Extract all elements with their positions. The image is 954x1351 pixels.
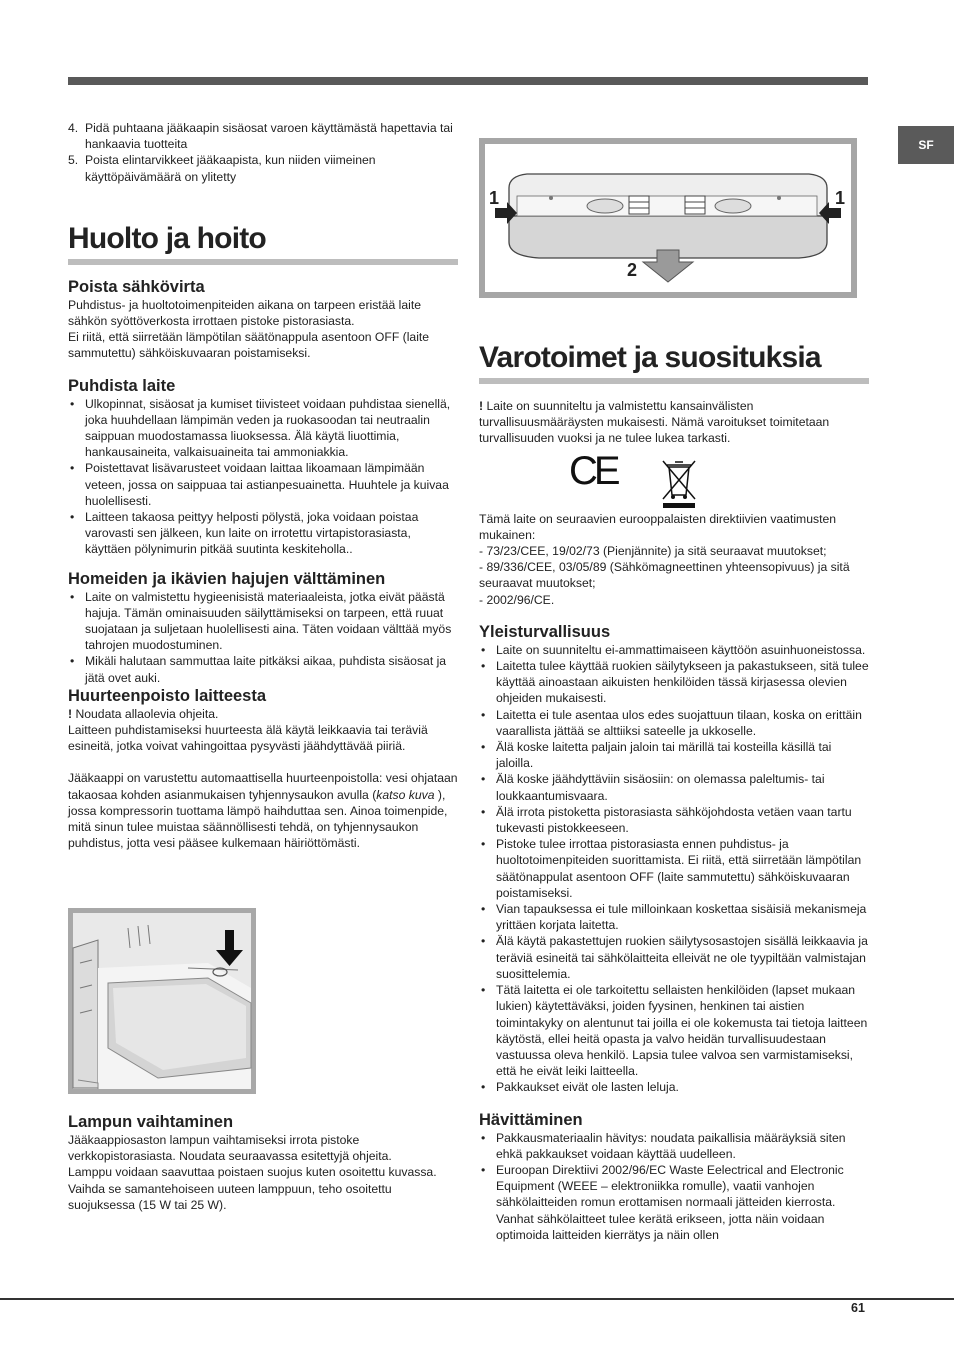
heading-havittaminen: Hävittäminen — [479, 1110, 583, 1129]
homeiden-list — [68, 589, 458, 686]
paragraph: Jääkaappi on varustettu automaattisella huurteenpoistolla: vesi ohjataan takaosaa kohden asianmukaisen tyhjennysaukon avulla (katso kuva ), jossa kompressorin tuottama lämpö haihduttaa sen. Ainoa toimenpide, mitä sinun tulee muistaa säännöllisesti tehdä, on tyhjennysaukon puhdistus, jotta vesi pääsee kulkemaan häiriöttömästi. — [68, 771, 458, 851]
list-item: 4. Pidä puhtaana jääkaapin sisäosat varoen käyttämästä hapettavia tai hankaavia tuotteita — [68, 121, 453, 152]
paragraph: Ei riitä, että siirretään lämpötilan säätönappula asentoon OFF (laite sammutettu) sähköiskuvaaran poistamiseksi. — [68, 330, 430, 361]
yleis-list — [479, 642, 869, 1096]
list-item: • Mikäli halutaan sammuttaa laite pitkäksi aikaa, puhdista sisäosat ja jätä ovet auki. — [68, 653, 458, 685]
weee-bin-icon — [659, 457, 699, 509]
list-item: • Tätä laitetta ei ole tarkoitettu sellaisten henkilöiden (lapset mukaan lukien) käytettäväksi, joiden fyysinen, henkinen tai aistien toimintakyky on alentunut tai joilla ei ole kokemusta tai tietoja laitteen käytöstä, ellei heitä opasta ja valvo heidän turvallisuudestaan vastuussa oleva henkilö. Lapsia tulee valvoa sen varmistamiseksi, että he eivät leiki laitteella. — [479, 982, 869, 1079]
puhdista-list — [68, 396, 458, 558]
list-item: • Älä käytä pakastettujen ruokien säilytysosastojen sisällä leikkaavia ja teräviä esineitä tai sähkölaitteita elleivät ne ole tyypiltään valmistajan suosittelemia. — [479, 933, 869, 982]
section-title-huolto: Huolto ja hoito — [68, 221, 458, 265]
list-item: 5. Poista elintarvikkeet jääkaapista, kun niiden viimeinen käyttöpäivämäärä on ylitetty — [68, 153, 376, 184]
directive-item: - 89/336/CEE, 03/05/89 (Sähkömagneettinen yhteensopivuus) ja sitä seuraavat muutokset; — [479, 560, 850, 591]
language-tab: SF — [898, 126, 954, 164]
defrost-drain-illustration — [68, 908, 256, 1094]
callout-label-down: 2 — [627, 260, 638, 280]
lamp-section — [68, 1112, 458, 1213]
left-column — [68, 120, 458, 852]
heading-yleisturvallisuus: Yleisturvallisuus — [479, 622, 611, 641]
warning-intro: ! Laite on suunniteltu ja valmistettu kansainvälisten turvallisuusmääräysten mukaisesti. Nämä varoitukset toimitetaan turvallisuuden vuoksi ja ne tulee lukea tarkasti. — [479, 399, 830, 446]
list-item: • Euroopan Direktiivi 2002/96/EC Waste Eelectrical and Electronic Equipment (WEEE – elektroniikka romulle), vaatii vanhojen sähkölaitteiden romun erottamisen normaali jätteiden kierrosta. Vanhat sähkölaitteet tulee kerätä erikseen, jotta näin voidaan optimoida laitteiden kierrätys ja näin ollen — [479, 1162, 869, 1243]
list-item: • Laitetta tulee käyttää ruokien säilytykseen ja pakastukseen, sitä tulee käyttää ainoastaan aikuisten henkilöiden tässä kirjasessa olevien ohjeiden mukaisesti. — [479, 658, 869, 707]
paragraph: Tämä laite on seuraavien eurooppalaisten direktiivien vaatimusten mukainen: — [479, 511, 837, 542]
list-item: • Älä koske laitetta paljain jaloin tai märillä tai kosteilla käsillä tai jaloilla. — [479, 739, 869, 771]
list-item: • Pakkausmateriaalin hävitys: noudata paikallisia määräyksiä siten ehkä pakkaukset voidaan käyttää uudelleen. — [479, 1130, 869, 1162]
heading-huurteen: Huurteenpoisto laitteesta — [68, 686, 267, 705]
directive-item: - 2002/96/CE. — [479, 592, 555, 607]
list-item: • Laite on suunniteltu ei-ammattimaiseen käyttöön asuinhuoneistossa. — [479, 642, 869, 658]
heading-homeiden: Homeiden ja ikävien hajujen välttäminen — [68, 569, 386, 588]
page-number: 61 — [851, 1301, 865, 1315]
paragraph: Vaihda se samantehoiseen uuteen lamppuun, teho osoitettu suojuksessa (15 W tai 25 W). — [68, 1181, 392, 1212]
lamp-cover-illustration — [479, 138, 857, 298]
callout-label-left: 1 — [489, 188, 500, 208]
heading-lamppu: Lampun vaihtaminen — [68, 1113, 234, 1131]
list-item: • Laite on valmistettu hygieenisistä materiaaleista, jotka eivät päästä hajuja. Tämän ominaisuuden säilyttämiseksi on tarpeen, että ruuat suojataan ja suljetaan huolellisesti aina. Täten voidaan välttää myös tahrojen muodostuminen. — [68, 589, 458, 654]
list-item: • Älä koske jäähdyttäviin sisäosiin: on olemassa paleltumis- tai loukkaantumisvaara. — [479, 771, 869, 803]
warning-line: ! Noudata allaolevia ohjeita. — [68, 706, 219, 721]
bottom-rule — [0, 1298, 954, 1300]
top-rule — [68, 77, 868, 85]
list-item: • Vian tapauksessa ei tule milloinkaan koskettaa sisäisiä mekanismeja yrittäen korjata laitetta. — [479, 901, 869, 933]
section-title-varotoimet: Varotoimet ja suosituksia — [479, 340, 869, 384]
paragraph: Lamppu voidaan saavuttaa poistaen suojus kuten osoitettu kuvassa. — [68, 1165, 437, 1180]
paragraph: Jääkaappiosaston lampun vaihtamiseksi irrota pistoke verkkopistorasiasta. Noudata seuraavassa esitettyjä ohjeita. — [68, 1133, 392, 1164]
list-item: • Pistoke tulee irrottaa pistorasiasta ennen puhdistus- ja huoltotoimenpiteiden suorittamista. Ei riitä, että siirretään lämpötilan säätönappulat asentoon OFF (laite sammutettu) sähköiskuvaaran poistamiseksi. — [479, 836, 869, 901]
paragraph: Laitteen puhdistamiseksi huurteesta älä käytä leikkaavia tai teräviä esineitä, jotka voivat vahingoittaa pysyvästi jäähdyttävää piiriä. — [68, 723, 428, 754]
heading-puhdista: Puhdista laite — [68, 376, 176, 395]
list-item: • Pakkaukset eivät ole lasten leluja. — [479, 1079, 869, 1095]
directive-item: - 73/23/CEE, 19/02/73 (Pienjännite) ja sitä seuraavat muutokset; — [479, 544, 827, 559]
havitt-list — [479, 1130, 869, 1243]
list-item: • Ulkopinnat, sisäosat ja kumiset tiivisteet voidaan puhdistaa sienellä, joka huuhdellaan lämpimän veden ja ruokasoodan tai neutraalin saippuan muodostamassa liuoksessa. Älä käytä liuottimia, hankausaineita, valkaisuaineita tai ammoniakkia. — [68, 396, 458, 461]
list-item: • Laitteen takaosa peittyy helposti pölystä, joka voidaan poistaa varovasti sen jälkeen, kun laite on irrotettu virtapistorasiasta, käyttäen pölynimurin pitkää suutinta keskiteholla.. — [68, 509, 458, 558]
heading-poista: Poista sähkövirta — [68, 277, 205, 296]
callout-label-right: 1 — [835, 188, 846, 208]
list-item: • Laitetta ei tule asentaa ulos edes suojattuun tilaan, koska on erittäin vaarallista jättää se alttiiksi sateelle ja ukkoselle. — [479, 707, 869, 739]
intro-list — [68, 120, 458, 185]
certification-marks — [479, 447, 869, 511]
right-column — [479, 340, 869, 1243]
list-item: • Älä irrota pistoketta pistorasiasta sähköjohdosta vetäen vaan tartu tukevasti pistokkeeseen. — [479, 804, 869, 836]
ce-mark: CE — [569, 448, 617, 493]
list-item: • Poistettavat lisävarusteet voidaan laittaa likoamaan lämpimään veteen, jossa on saippuaa tai astianpesuainetta. Huuhtele ja kuivaa huolellisesti. — [68, 460, 458, 509]
paragraph: Puhdistus- ja huoltotoimenpiteiden aikana on tarpeen eristää laite sähkön syöttöverkosta irrottaen pistoke pistorasiasta. — [68, 297, 421, 329]
